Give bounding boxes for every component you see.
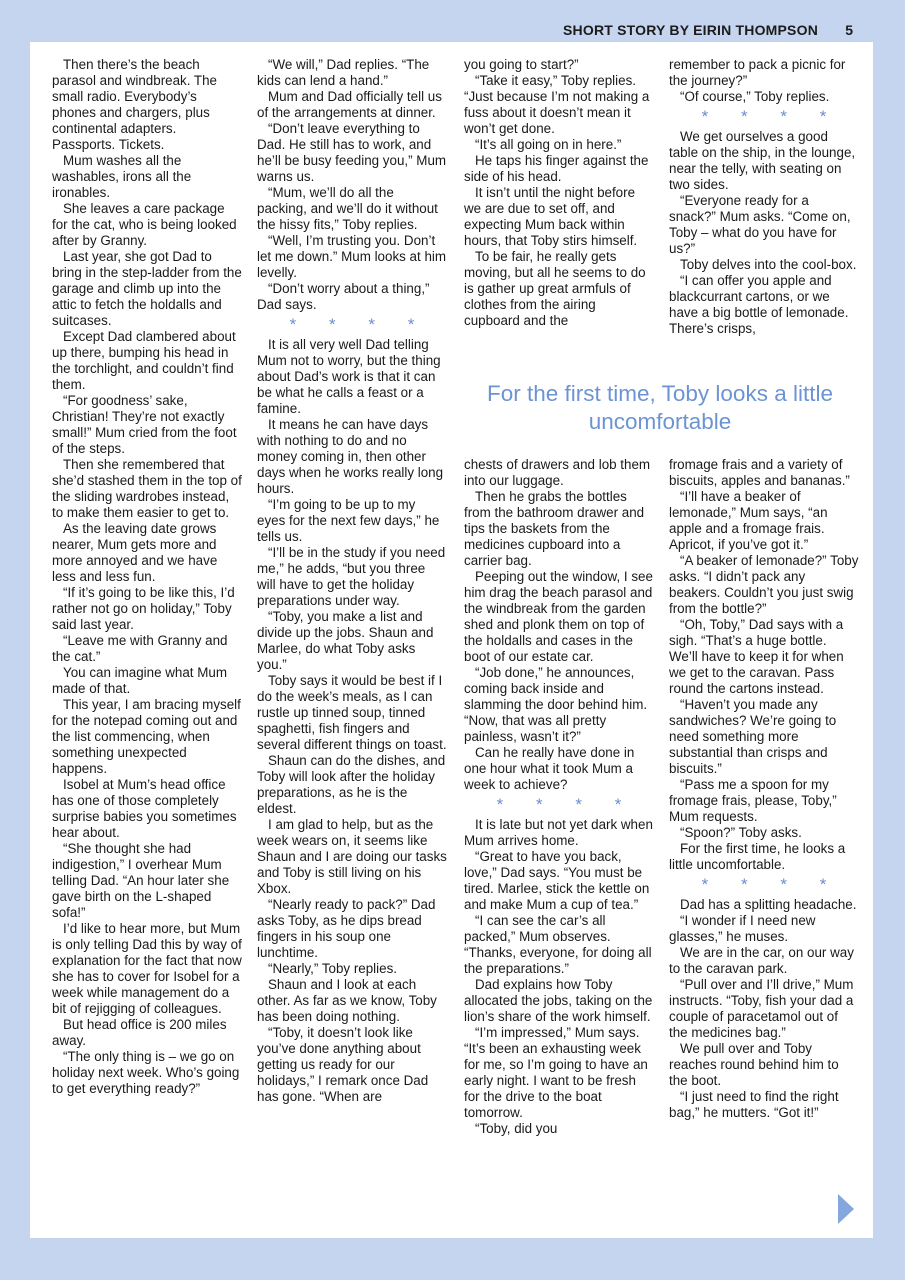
paragraph: “Great to have you back, love,” Dad says. “You must be tired. Marlee, stick the kettle on and make Mum a cup of tea.” <box>464 849 650 912</box>
text-column-1 <box>52 57 242 1097</box>
paragraph: To be fair, he really gets moving, but all he seems to do is gather up great armfuls of clothes from the airing cupboard and the <box>464 249 646 328</box>
paragraph: “I wonder if I need new glasses,” he muses. <box>669 913 816 944</box>
paragraph: Last year, she got Dad to bring in the step-ladder from the garage and climb up into the attic to fetch the holdalls and suitcases. <box>52 249 242 328</box>
paragraph: This year, I am bracing myself for the notepad coming out and the list commencing, when something unexpected happens. <box>52 697 241 776</box>
page-header <box>0 0 905 42</box>
scene-break: * * * * <box>289 315 429 334</box>
scene-break: * * * * <box>701 875 841 894</box>
paragraph: “Spoon?” Toby asks. <box>680 825 802 840</box>
paragraph: “Of course,” Toby replies. <box>680 89 830 104</box>
paragraph: He taps his finger against the side of his head. <box>464 153 649 184</box>
scene-break: * * * * <box>496 795 636 814</box>
paragraph: “I just need to find the right bag,” he mutters. “Got it!” <box>669 1089 839 1120</box>
paragraph: “I’m going to be up to my eyes for the next few days,” he tells us. <box>257 497 440 544</box>
paragraph: you going to start?” <box>464 57 579 72</box>
paragraph: “I’ll be in the study if you need me,” he adds, “but you three will have to get the holiday preparations under way. <box>257 545 446 608</box>
paragraph: “Job done,” he announces, coming back inside and slamming the door behind him. “Now, that was all pretty painless, wasn’t it?” <box>464 665 648 744</box>
page-number: 5 <box>845 22 853 38</box>
paragraph: “Don’t leave everything to Dad. He still has to work, and he’ll be busy feeding you,” Mum warns us. <box>257 121 447 184</box>
paragraph: “I can offer you apple and blackcurrant cartons, or we have a big bottle of lemonade. There’s crisps, <box>669 273 849 336</box>
paragraph: “If it’s going to be like this, I’d rather not go on holiday,” Toby said last year. <box>52 585 235 632</box>
paragraph: “The only thing is – we go on holiday next week. Who’s going to get everything ready?” <box>52 1049 240 1096</box>
paragraph: It is late but not yet dark when Mum arrives home. <box>464 817 653 848</box>
paragraph: I am glad to help, but as the week wears on, it seems like Shaun and I are doing our tasks and Toby is still living on his Xbox. <box>257 817 447 896</box>
paragraph: “We will,” Dad replies. “The kids can lend a hand.” <box>257 57 430 88</box>
pull-quote: For the first time, Toby looks a little uncomfortable <box>487 381 833 434</box>
story-title: SHORT STORY BY EIRIN THOMPSON <box>563 22 818 38</box>
paragraph: “It’s all going on in here.” <box>475 137 622 152</box>
paragraph: “Don’t worry about a thing,” Dad says. <box>257 281 430 312</box>
paragraph: Dad has a splitting headache. <box>680 897 857 912</box>
paragraph: remember to pack a picnic for the journey?” <box>669 57 846 88</box>
paragraph: “I’m impressed,” Mum says. “It’s been an exhausting week for me, so I’m going to have an early night. I want to be fresh for the drive to the boat tomorrow. <box>464 1025 648 1120</box>
scene-break: * * * * <box>701 107 841 126</box>
paragraph: Toby says it would be best if I do the week’s meals, as I can rustle up tinned soup, tinned spaghetti, fish fingers and several different things on toast. <box>257 673 447 752</box>
paragraph: fromage frais and a variety of biscuits, apples and bananas.” <box>669 457 850 488</box>
text-column-2 <box>257 57 447 1105</box>
paragraph: “Toby, it doesn’t look like you’ve done anything about getting us ready for our holidays,” I remark once Dad has gone. “When are <box>257 1025 429 1104</box>
text-column-3-top <box>464 57 654 329</box>
paragraph: Peeping out the window, I see him drag the beach parasol and the windbreak from the garden shed and plonk them on top of the holdalls and cases in the boot of our estate car. <box>464 569 653 664</box>
paragraph: As the leaving date grows nearer, Mum gets more and more annoyed and we have less and less fun. <box>52 521 218 584</box>
paragraph: “Well, I’m trusting you. Don’t let me down.” Mum looks at him levelly. <box>257 233 447 280</box>
paragraph: I’d like to hear more, but Mum is only telling Dad this by way of explanation for the fact that now she has to cover for Isobel for a week while management do a bit of rejigging of colleagues. <box>52 921 242 1016</box>
paragraph: It means he can have days with nothing to do and no money coming in, then other days when he works really long hours. <box>257 417 444 496</box>
paragraph: “I’ll have a beaker of lemonade,” Mum says, “an apple and a fromage frais. Apricot, if you’ve got it.” <box>669 489 828 552</box>
text-column-4-bottom <box>669 457 859 1121</box>
paragraph: It is all very well Dad telling Mum not to worry, but the thing about Dad’s work is that it can be what he calls a feast or a famine. <box>257 337 441 416</box>
paragraph: Isobel at Mum’s head office has one of those completely surprise babies you sometimes hear about. <box>52 777 237 840</box>
paragraph: We get ourselves a good table on the ship, in the lounge, near the telly, with seating on two sides. <box>669 129 856 192</box>
paragraph: Shaun and I look at each other. As far as we know, Toby has been doing nothing. <box>257 977 437 1024</box>
paragraph: “Nearly,” Toby replies. <box>268 961 397 976</box>
paragraph: Then he grabs the bottles from the bathroom drawer and tips the baskets from the medicines cupboard into a carrier bag. <box>464 489 645 568</box>
paragraph: “Nearly ready to pack?” Dad asks Toby, as he dips bread fingers in his soup one lunchtime. <box>257 897 436 960</box>
paragraph: “Pull over and I’ll drive,” Mum instructs. “Toby, fish your dad a couple of paracetamol out of the medicines bag.” <box>669 977 854 1040</box>
paragraph: Toby delves into the cool-box. <box>680 257 857 272</box>
paragraph: It isn’t until the night before we are due to set off, and expecting Mum back within hours, that Toby stirs himself. <box>464 185 638 248</box>
paragraph: “Haven’t you made any sandwiches? We’re going to need something more substantial than crisps and biscuits.” <box>669 697 837 776</box>
paragraph: Then there’s the beach parasol and windbreak. The small radio. Everybody’s phones and chargers, plus continental adapters. Passports. Tickets. <box>52 57 218 152</box>
paragraph: Shaun can do the dishes, and Toby will look after the holiday preparations, as he is the eldest. <box>257 753 446 816</box>
paragraph: We pull over and Toby reaches round behind him to the boot. <box>669 1041 839 1088</box>
paragraph: She leaves a care package for the cat, who is being looked after by Granny. <box>52 201 237 248</box>
paragraph: We are in the car, on our way to the caravan park. <box>669 945 854 976</box>
paragraph: “For goodness’ sake, Christian! They’re not exactly small!” Mum cried from the foot of the steps. <box>52 393 237 456</box>
paragraph: “Take it easy,” Toby replies. “Just because I’m not making a fuss about it doesn’t mean it won’t get done. <box>464 73 650 136</box>
paragraph: “Oh, Toby,” Dad says with a sigh. “That’s a huge bottle. We’ll have to keep it for when we get to the caravan. Pass round the cartons instead. <box>669 617 844 696</box>
paragraph: “Pass me a spoon for my fromage frais, please, Toby,” Mum requests. <box>669 777 837 824</box>
paragraph: You can imagine what Mum made of that. <box>52 665 228 696</box>
paragraph: “Toby, you make a list and divide up the jobs. Shaun and Marlee, do what Toby asks you.” <box>257 609 434 672</box>
paragraph: Then she remembered that she’d stashed them in the top of the sliding wardrobes instead, to make them easier to get to. <box>52 457 242 520</box>
paragraph: Mum washes all the washables, irons all the ironables. <box>52 153 192 200</box>
paragraph: Mum and Dad officially tell us of the arrangements at dinner. <box>257 89 442 120</box>
paragraph: For the first time, he looks a little uncomfortable. <box>669 841 846 872</box>
paragraph: “Leave me with Granny and the cat.” <box>52 633 228 664</box>
paragraph: Can he really have done in one hour what it took Mum a week to achieve? <box>464 745 635 792</box>
paragraph: “A beaker of lemonade?” Toby asks. “I didn’t pack any beakers. Couldn’t you just swig from the bottle?” <box>669 553 859 616</box>
text-column-4-top <box>669 57 859 337</box>
text-column-3-bottom <box>464 457 654 1137</box>
paragraph: “I can see the car’s all packed,” Mum observes. “Thanks, everyone, for doing all the preparations.” <box>464 913 652 976</box>
paragraph: chests of drawers and lob them into our luggage. <box>464 457 651 488</box>
paragraph: “Everyone ready for a snack?” Mum asks. “Come on, Toby – what do you have for us?” <box>669 193 851 256</box>
next-page-arrow-icon <box>838 1194 854 1224</box>
paragraph: But head office is 200 miles away. <box>52 1017 227 1048</box>
paragraph: “Mum, we’ll do all the packing, and we’ll do it without the hissy fits,” Toby replies. <box>257 185 438 232</box>
paragraph: “Toby, did you <box>475 1121 558 1136</box>
paragraph: Dad explains how Toby allocated the jobs, taking on the lion’s share of the work himself. <box>464 977 653 1024</box>
paragraph: “She thought she had indigestion,” I overhear Mum telling Dad. “An hour later she gave birth on the L-shaped sofa!” <box>52 841 230 920</box>
paragraph: Except Dad clambered about up there, bumping his head in the torchlight, and couldn’t find them. <box>52 329 236 392</box>
